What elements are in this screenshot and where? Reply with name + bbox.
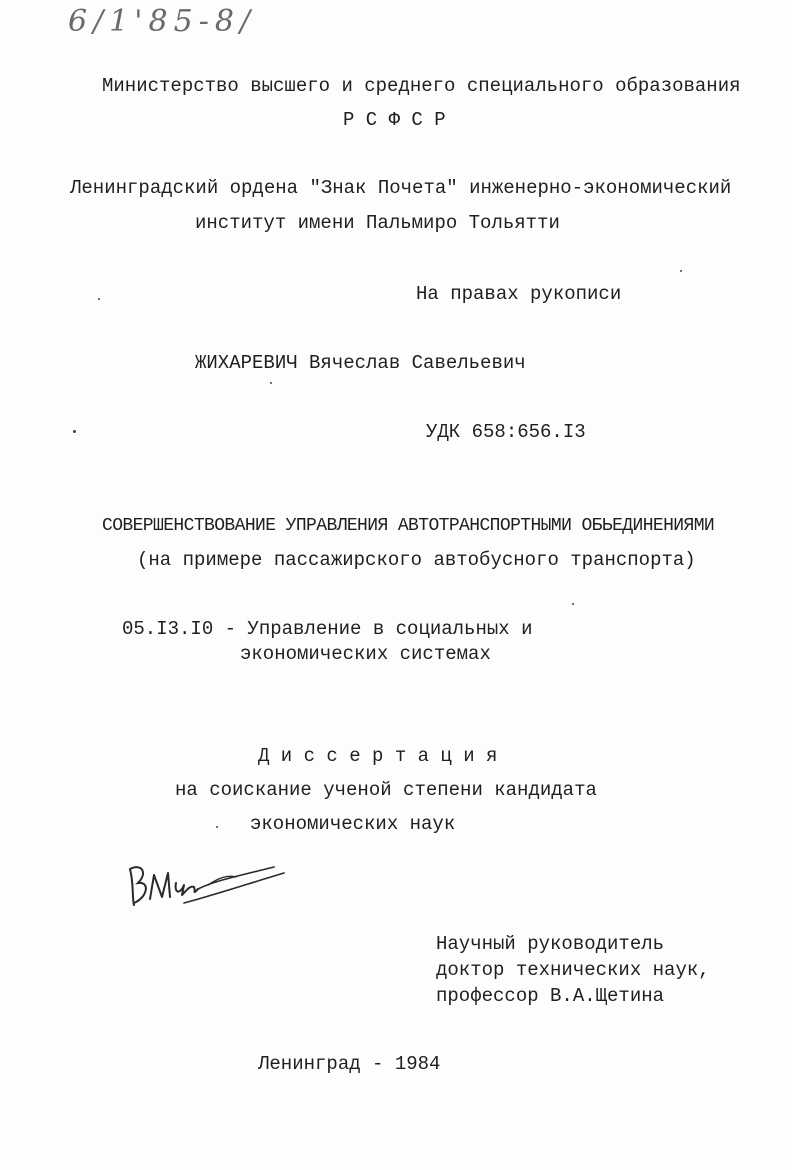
city-year: Ленинград - 1984 [258, 1053, 441, 1075]
republic-line: Р С Ф С Р [343, 109, 446, 131]
scan-speck [98, 298, 100, 300]
scan-speck [270, 382, 272, 384]
udk-code: УДК 658:656.I3 [426, 421, 586, 443]
supervisor-line-2: доктор технических наук, [436, 959, 710, 981]
handwritten-archive-number: 6/1'85-8/ [68, 4, 257, 39]
supervisor-line-1: Научный руководитель [436, 933, 665, 955]
scan-speck [73, 430, 76, 433]
dissertation-label: Д и с с е р т а ц и я [258, 745, 498, 767]
manuscript-rights: На правах рукописи [416, 283, 622, 305]
specialty-line-2: экономических системах [240, 643, 491, 665]
supervisor-line-3: профессор В.А.Щетина [436, 985, 665, 1007]
dissertation-title: СОВЕРШЕНСТВОВАНИЕ УПРАВЛЕНИЯ АВТОТРАНСПОРТНЫМИ ОБЬЕДИНЕНИЯМИ [102, 516, 715, 536]
degree-line-1: на соискание ученой степени кандидата [175, 779, 597, 801]
author-signature [124, 855, 294, 915]
degree-line-2: экономических наук [250, 813, 456, 835]
dissertation-subtitle: (на примере пассажирского автобусного транспорта) [137, 549, 696, 571]
ministry-line: Министерство высшего и среднего специального образования [102, 75, 741, 97]
institute-line-2: институт имени Пальмиро Тольятти [195, 212, 560, 234]
scan-speck [572, 603, 574, 605]
author-name: ЖИХАРЕВИЧ Вячеслав Савельевич [195, 352, 526, 374]
institute-line-1: Ленинградский ордена "Знак Почета" инженерно-экономический [70, 177, 732, 199]
scan-speck [216, 826, 218, 828]
scan-speck [680, 270, 682, 272]
specialty-line-1: 05.I3.I0 - Управление в социальных и [122, 618, 533, 640]
